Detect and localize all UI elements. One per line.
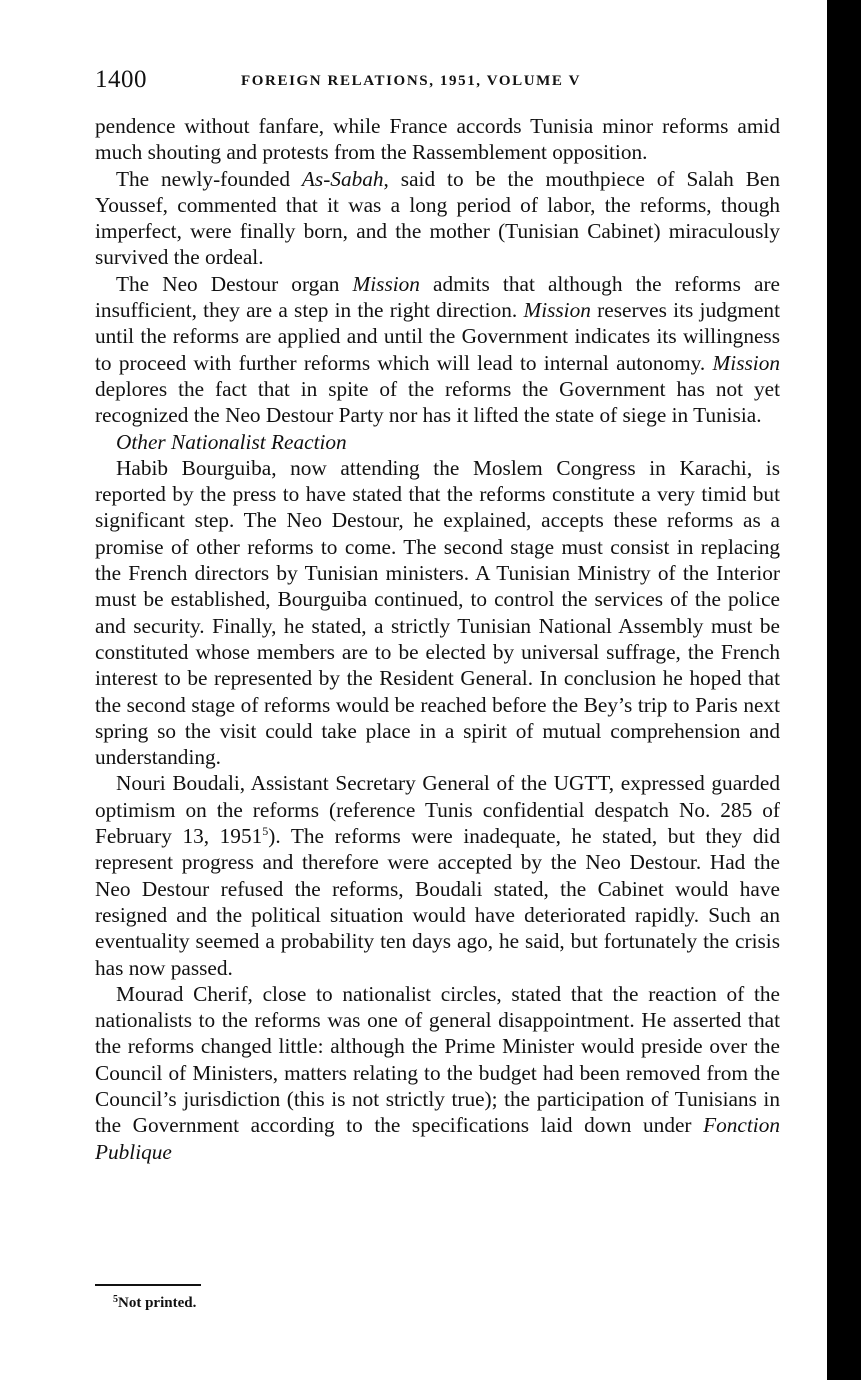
publication-title: Mission xyxy=(352,271,420,296)
page-number: 1400 xyxy=(95,66,147,93)
publication-title: Mission xyxy=(712,350,780,375)
paragraph-bourguiba: Habib Bourguiba, now attending the Moslem Congress in Karachi, is reported by the press to have stated that the reforms constitute a very timid but significant step. The Neo Destour, he explained, accepts these reforms as a promise of other reforms to come. The second stage must consist in replacing the French directors by Tunisian ministers. A Tunisian Ministry of the Interior must be established, Bourguiba continued, to control the services of the police and security. Finally, he stated, a strictly Tunisian National Assembly must be constituted whose members are to be elected by universal suffrage, the French interest to be represented by the Resident General. In conclusion he hoped that the second stage of reforms would be reached before the Bey’s trip to Paris next spring so the visit could take place in a spirit of mutual comprehension and understanding. xyxy=(95,455,780,770)
text-run: , said to be the mouthpiece of Salah Ben Youssef, commented that it was a long period of labor, the reforms, though imperfect, were finally born, and the mother (Tunisian Cabinet) miraculously survived the ordeal. xyxy=(95,166,781,270)
paragraph-mission xyxy=(95,271,780,429)
paragraph-cherif xyxy=(95,981,780,1165)
scan-edge-bar xyxy=(827,0,861,1380)
text-run: The newly-founded xyxy=(116,166,302,191)
text-run: The Neo Destour organ xyxy=(116,271,353,296)
publication-title: Fonction Publique xyxy=(95,1113,780,1164)
page-header xyxy=(95,66,780,96)
running-title: FOREIGN RELATIONS, 1951, VOLUME V xyxy=(241,73,582,89)
section-subheading: Other Nationalist Reaction xyxy=(116,429,347,454)
text-run: Mourad Cherif, close to nationalist circles, stated that the reaction of the nationalists to the reforms was one of general disappointment. He asserted that the reforms changed little: although the Prime Minister would preside over the Council of Ministers, matters relating to the budget had been removed from the Council’s jurisdiction (this is not strictly true); the participation of Tunisians in the Government according to the specifications laid down under xyxy=(95,981,780,1138)
footnote-rule xyxy=(95,1284,201,1286)
footnote-marker: 5 xyxy=(113,1294,118,1305)
text-run: reserves its judgment until the reforms are applied and until the Government indicates its willingness to proceed with further reforms which will lead to internal autonomy. xyxy=(95,298,780,375)
text-run: admits that although the reforms are insufficient, they are a step in the right direction. xyxy=(95,271,780,323)
footnote xyxy=(113,1295,196,1312)
paragraph-boudali xyxy=(95,770,780,980)
paragraph-as-sabah xyxy=(95,166,780,271)
text-run: deplores the fact that in spite of the reforms the Government has not yet recognized the Neo Destour Party nor has it lifted the state of siege in Tunisia. xyxy=(95,376,780,428)
publication-title: As-Sabah xyxy=(301,166,384,191)
body-text xyxy=(95,113,780,1165)
footnote-text: Not printed. xyxy=(118,1295,197,1311)
footnote-reference: 5 xyxy=(262,824,269,839)
text-run: Nouri Boudali, Assistant Secretary General of the UGTT, expressed guarded optimism on the reforms (reference Tunis confidential despatch No. 285 of February 13, 1951 xyxy=(95,771,780,849)
publication-title: Mission xyxy=(523,298,591,323)
paragraph-continuation: pendence without fanfare, while France accords Tunisia minor reforms amid much shouting and protests from the Rassemblement opposition. xyxy=(95,114,780,165)
text-run: ). The reforms were inadequate, he stated, but they did represent progress and therefore were accepted by the Neo Destour. Had the Neo Destour refused the reforms, Boudali stated, the Cabinet would have resigned and the political situation would have deteriorated rapidly. Such an eventuality seemed a probability ten days ago, he said, but fortunately the crisis has now passed. xyxy=(95,824,780,980)
